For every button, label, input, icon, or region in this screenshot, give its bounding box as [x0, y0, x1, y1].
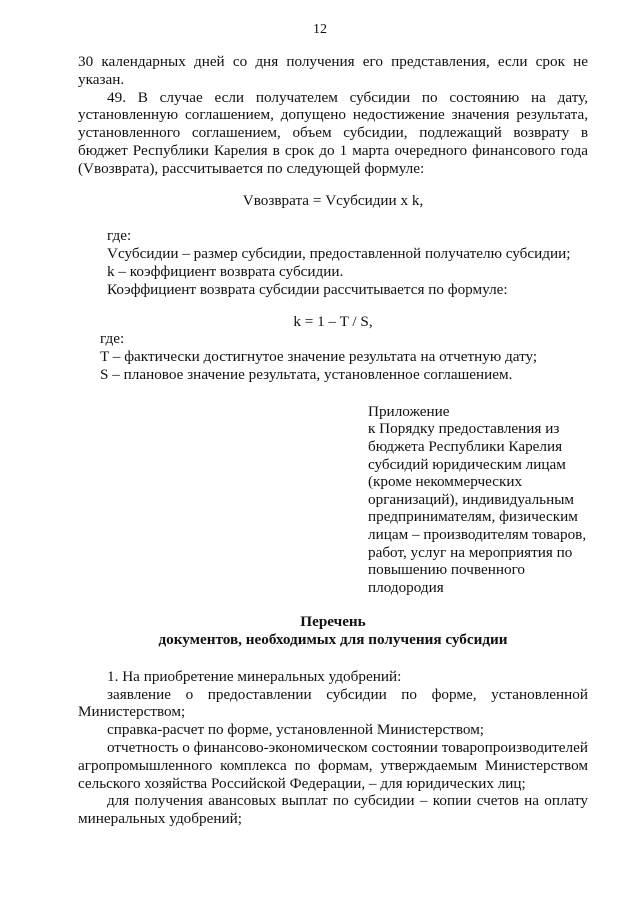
definition-t: T – фактически достигнутое значение результата на отчетную дату;: [100, 348, 538, 366]
list-item-calculation: справка-расчет по форме, установленной Министерством;: [107, 721, 485, 739]
appendix-line: лицам – производителям товаров,: [368, 525, 587, 543]
appendix-line: субсидий юридическим лицам: [368, 455, 566, 473]
list-title-line-1: Перечень: [300, 613, 366, 631]
appendix-line: организаций), индивидуальным: [368, 490, 575, 508]
appendix-line: работ, услуг на мероприятия по: [368, 543, 573, 561]
definition-s: S – плановое значение результата, установленное соглашением.: [100, 365, 513, 383]
list-item-advance-invoices: для получения авансовых выплат по субсидии – копии счетов на оплату минеральных удобрений;: [78, 792, 588, 828]
page-number: 12: [313, 22, 327, 37]
formula-coefficient: k = 1 – T / S,: [293, 312, 373, 330]
appendix-line: Приложение: [368, 402, 450, 420]
where-label-1: где:: [107, 227, 132, 245]
appendix-block: [368, 403, 590, 597]
list-item-application: заявление о предоставлении субсидии по форме, установленной Министерством;: [78, 685, 588, 721]
appendix-line: плодородия: [368, 578, 444, 596]
paragraph-continuation: 30 календарных дней со дня получения его представления, если срок не указан.: [78, 53, 588, 88]
appendix-line: бюджета Республики Карелия: [368, 437, 563, 455]
list-item-financial-report: отчетность о финансово-экономическом состоянии товаропроизводителей агропромышленного комплекса по формам, утверждаемым Министерством сельского хозяйства Российской Федерации, – для юридических лиц;: [78, 739, 588, 792]
formula-return-volume: Vвозврата = Vсубсидии x k,: [242, 191, 424, 209]
appendix-line: повышению почвенного: [368, 561, 526, 579]
where-label-2: где:: [100, 330, 125, 348]
paragraph-49: 49. В случае если получателем субсидии по состоянию на дату, установленную соглашением, допущено недостижение значения результата, установленного соглашением, объем субсидии, подлежащий возврату в бюджет Республики Карелия в срок до 1 марта очередного финансового года (Vвозврата), рассчитывается по следующей формуле:: [78, 88, 588, 177]
document-body: [78, 53, 588, 828]
list-title-line-2: документов, необходимых для получения субсидии: [158, 631, 508, 649]
coefficient-intro: Коэффициент возврата субсидии рассчитывается по формуле:: [107, 280, 508, 298]
definition-v-subsidy: Vсубсидии – размер субсидии, предоставленной получателю субсидии;: [107, 245, 571, 263]
appendix-line: предпринимателям, физическим: [368, 508, 578, 526]
appendix-line: (кроме некоммерческих: [368, 473, 523, 491]
list-section-1: 1. На приобретение минеральных удобрений:: [107, 667, 402, 685]
appendix-line: к Порядку предоставления из: [368, 420, 560, 438]
definition-k: k – коэффициент возврата субсидии.: [107, 262, 344, 280]
